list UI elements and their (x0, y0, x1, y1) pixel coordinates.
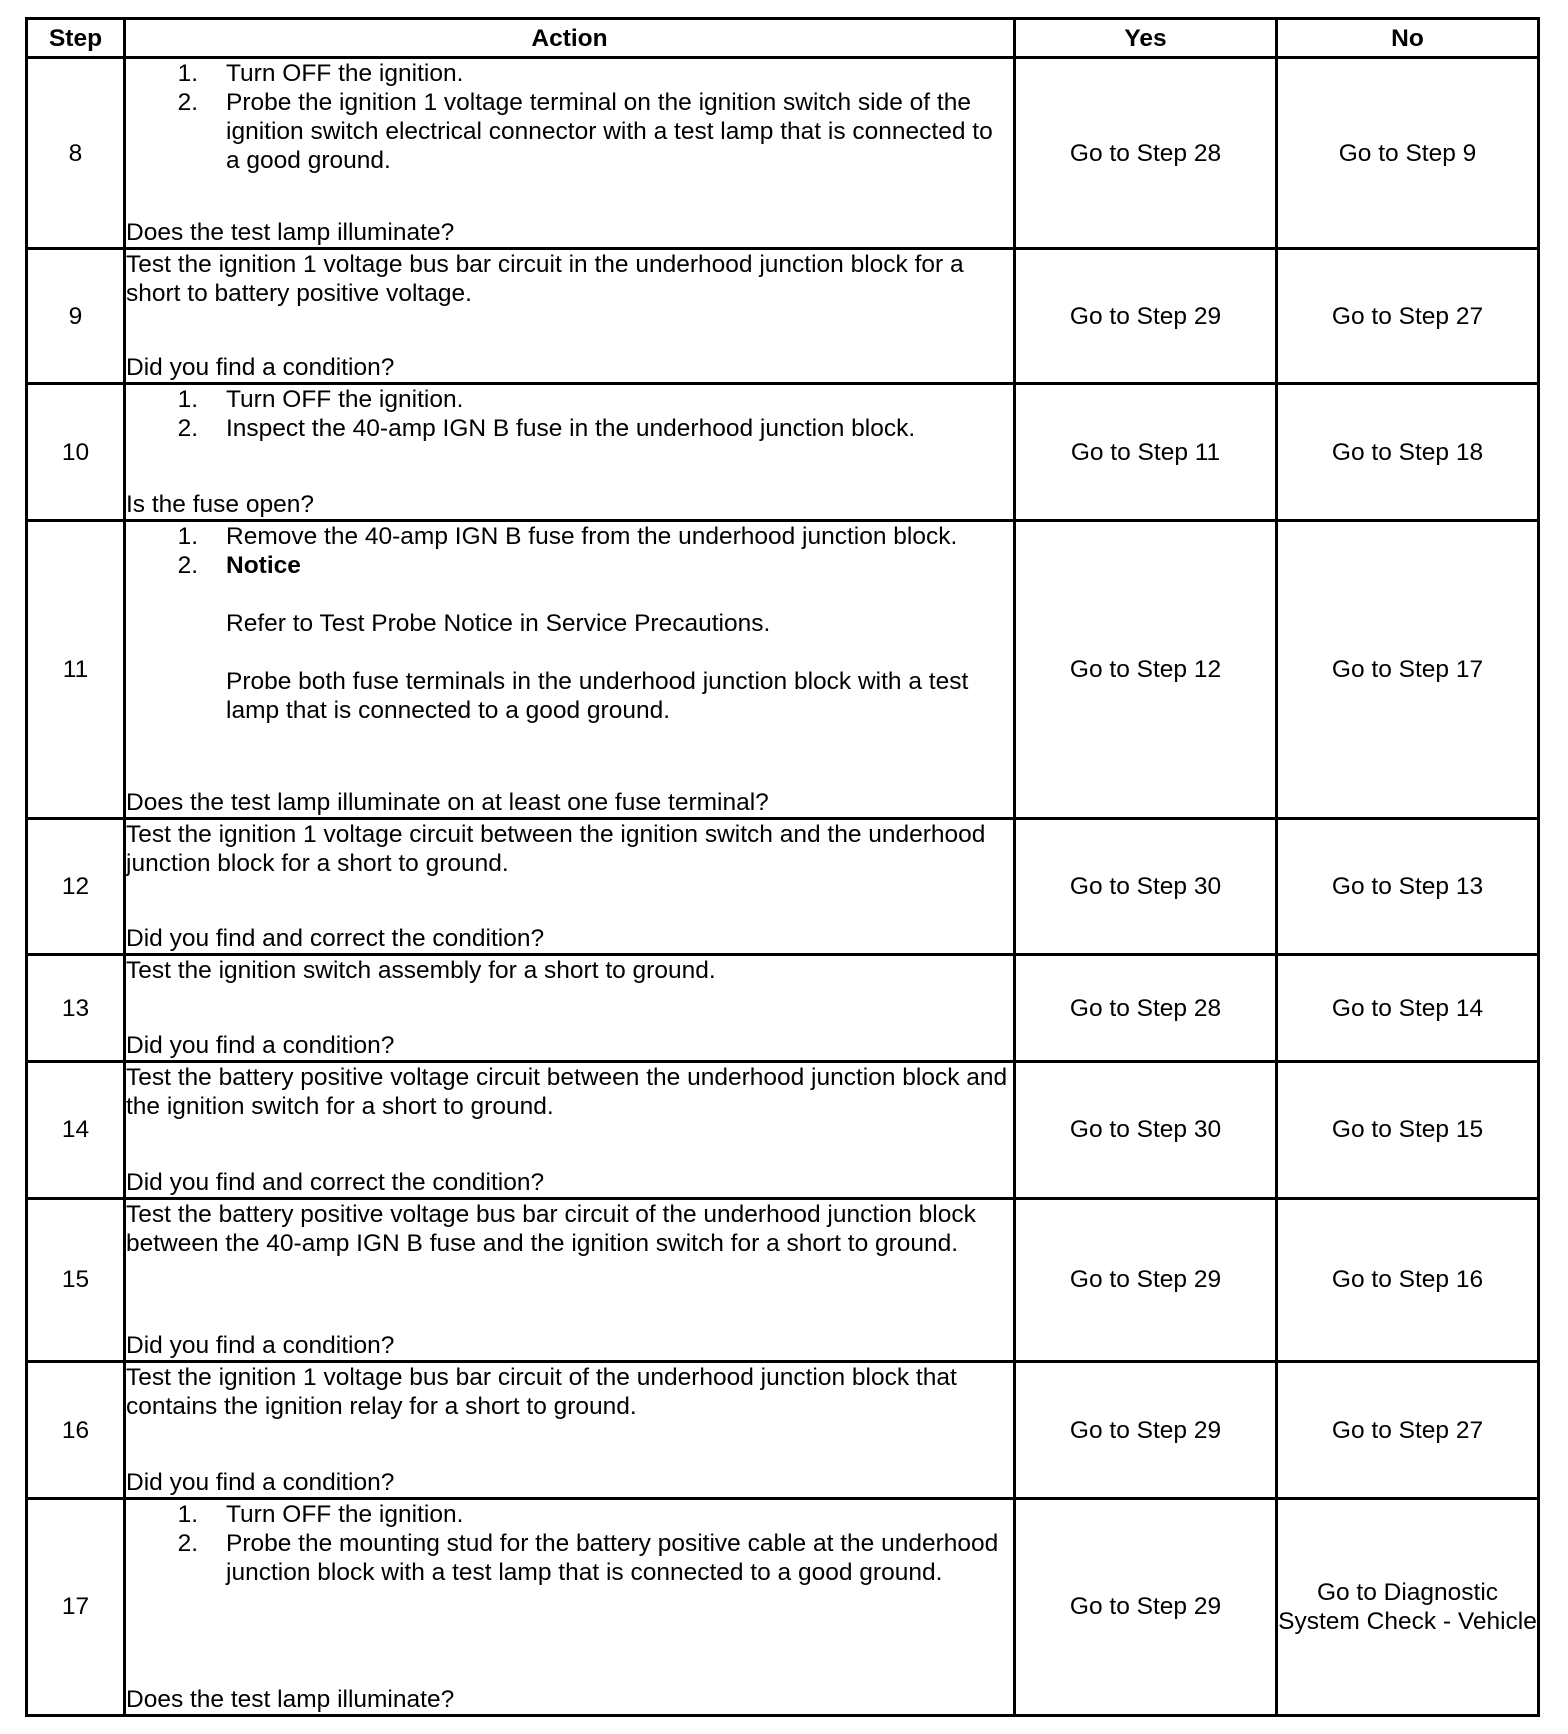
action-text: Test the ignition switch assembly for a short to ground. (126, 957, 716, 985)
action-question: Did you find a condition? (126, 354, 395, 382)
action-text: Test the ignition 1 voltage circuit between the ignition switch and the underhood junction block for a short to ground. (126, 820, 986, 877)
list-item (126, 551, 1013, 725)
action-cell (125, 818, 1015, 954)
action-question: Did you find a condition? (126, 1332, 395, 1360)
yes-cell: Go to Step 30 (1015, 1062, 1277, 1198)
no-cell: Go to Step 17 (1277, 520, 1539, 818)
action-text: Test the battery positive voltage circuit between the underhood junction block and the ignition switch for a short to ground. (126, 1064, 1008, 1121)
action-steps (126, 385, 1013, 443)
action-steps (126, 59, 1013, 175)
action-text: Test the ignition 1 voltage bus bar circuit in the underhood junction block for a short to battery positive voltage. (126, 251, 964, 307)
list-item (126, 414, 1013, 443)
yes-cell: Go to Step 30 (1015, 818, 1277, 954)
no-cell: Go to Step 13 (1277, 818, 1539, 954)
action-cell (125, 58, 1015, 249)
step-number: 10 (27, 384, 125, 520)
notice-heading: Notice (226, 551, 301, 579)
notice-text: Refer to Test Probe Notice in Service Precautions. (226, 609, 771, 637)
header-yes: Yes (1015, 19, 1277, 58)
action-cell (125, 1498, 1015, 1715)
list-item (126, 59, 1013, 88)
item-number: 1. (177, 522, 198, 550)
no-cell: Go to Step 27 (1277, 249, 1539, 384)
step-number: 14 (27, 1062, 125, 1198)
no-cell: Go to Step 14 (1277, 955, 1539, 1062)
table-row (27, 384, 1539, 520)
action-cell (125, 1198, 1015, 1362)
no-cell: Go to Step 16 (1277, 1198, 1539, 1362)
action-cell (125, 1062, 1015, 1198)
header-no: No (1277, 19, 1539, 58)
item-text: Probe the ignition 1 voltage terminal on the ignition switch side of the ignition switch electrical connector with a test lamp that is connected to a good ground. (226, 89, 993, 174)
step-number: 8 (27, 58, 125, 249)
item-number: 1. (177, 60, 198, 87)
step-number: 12 (27, 818, 125, 954)
list-item (126, 385, 1013, 414)
item-number: 1. (177, 1500, 198, 1528)
action-question: Does the test lamp illuminate? (126, 219, 455, 246)
action-question: Does the test lamp illuminate? (126, 1686, 455, 1713)
yes-cell: Go to Step 12 (1015, 520, 1277, 818)
table-row (27, 520, 1539, 818)
header-step: Step (27, 19, 125, 58)
table-row (27, 955, 1539, 1062)
no-cell: Go to Step 9 (1277, 58, 1539, 249)
action-cell (125, 955, 1015, 1062)
diagnostic-table (25, 17, 1540, 1717)
no-cell: Go to Step 18 (1277, 384, 1539, 520)
item-text: Turn OFF the ignition. (226, 386, 464, 414)
yes-cell: Go to Step 28 (1015, 955, 1277, 1062)
header-row (27, 19, 1539, 58)
action-cell (125, 520, 1015, 818)
list-item (126, 1500, 1013, 1529)
action-question: Did you find a condition? (126, 1032, 395, 1060)
item-text-continued: Probe both fuse terminals in the underhood junction block with a test lamp that is connected to a good ground. (226, 667, 969, 724)
item-text: Turn OFF the ignition. (226, 1500, 464, 1528)
yes-cell: Go to Step 29 (1015, 1198, 1277, 1362)
list-item (126, 522, 1013, 551)
yes-cell: Go to Step 11 (1015, 384, 1277, 520)
action-cell (125, 249, 1015, 384)
yes-cell: Go to Step 28 (1015, 58, 1277, 249)
item-text: Remove the 40-amp IGN B fuse from the underhood junction block. (226, 522, 958, 550)
item-text: Probe the mounting stud for the battery positive cable at the underhood junction block with a test lamp that is connected to a good ground. (226, 1529, 999, 1586)
action-question: Did you find and correct the condition? (126, 925, 545, 953)
item-number: 2. (177, 551, 198, 579)
table-row (27, 1498, 1539, 1715)
item-number: 1. (177, 386, 198, 414)
step-number: 9 (27, 249, 125, 384)
action-question: Does the test lamp illuminate on at least one fuse terminal? (126, 788, 769, 816)
no-cell: Go to Step 15 (1277, 1062, 1539, 1198)
table-row (27, 818, 1539, 954)
item-number: 2. (177, 1529, 198, 1557)
yes-cell: Go to Step 29 (1015, 1498, 1277, 1715)
yes-cell: Go to Step 29 (1015, 249, 1277, 384)
item-number: 2. (177, 415, 198, 443)
action-text: Test the ignition 1 voltage bus bar circuit of the underhood junction block that contains the ignition relay for a short to ground. (126, 1364, 957, 1421)
item-text (226, 551, 1013, 725)
step-number: 16 (27, 1362, 125, 1498)
list-item (126, 88, 1013, 175)
action-question: Did you find and correct the condition? (126, 1168, 545, 1196)
step-number: 11 (27, 520, 125, 818)
action-question: Is the fuse open? (126, 490, 314, 518)
action-cell (125, 1362, 1015, 1498)
action-steps (126, 1500, 1013, 1587)
table-row (27, 1062, 1539, 1198)
item-text: Inspect the 40-amp IGN B fuse in the underhood junction block. (226, 415, 916, 443)
yes-cell: Go to Step 29 (1015, 1362, 1277, 1498)
table-row (27, 249, 1539, 384)
no-cell: Go to Step 27 (1277, 1362, 1539, 1498)
table-row (27, 1198, 1539, 1362)
action-cell (125, 384, 1015, 520)
action-text: Test the battery positive voltage bus bar circuit of the underhood junction block between the 40-amp IGN B fuse and the ignition switch for a short to ground. (126, 1200, 976, 1257)
step-number: 15 (27, 1198, 125, 1362)
step-number: 17 (27, 1498, 125, 1715)
item-text: Turn OFF the ignition. (226, 60, 464, 87)
action-steps (126, 522, 1013, 725)
action-question: Did you find a condition? (126, 1468, 395, 1496)
table-row (27, 1362, 1539, 1498)
step-number: 13 (27, 955, 125, 1062)
header-action: Action (125, 19, 1015, 58)
no-cell: Go to Diagnostic System Check - Vehicle (1277, 1498, 1539, 1715)
list-item (126, 1529, 1013, 1587)
table-row (27, 58, 1539, 249)
item-number: 2. (177, 89, 198, 116)
